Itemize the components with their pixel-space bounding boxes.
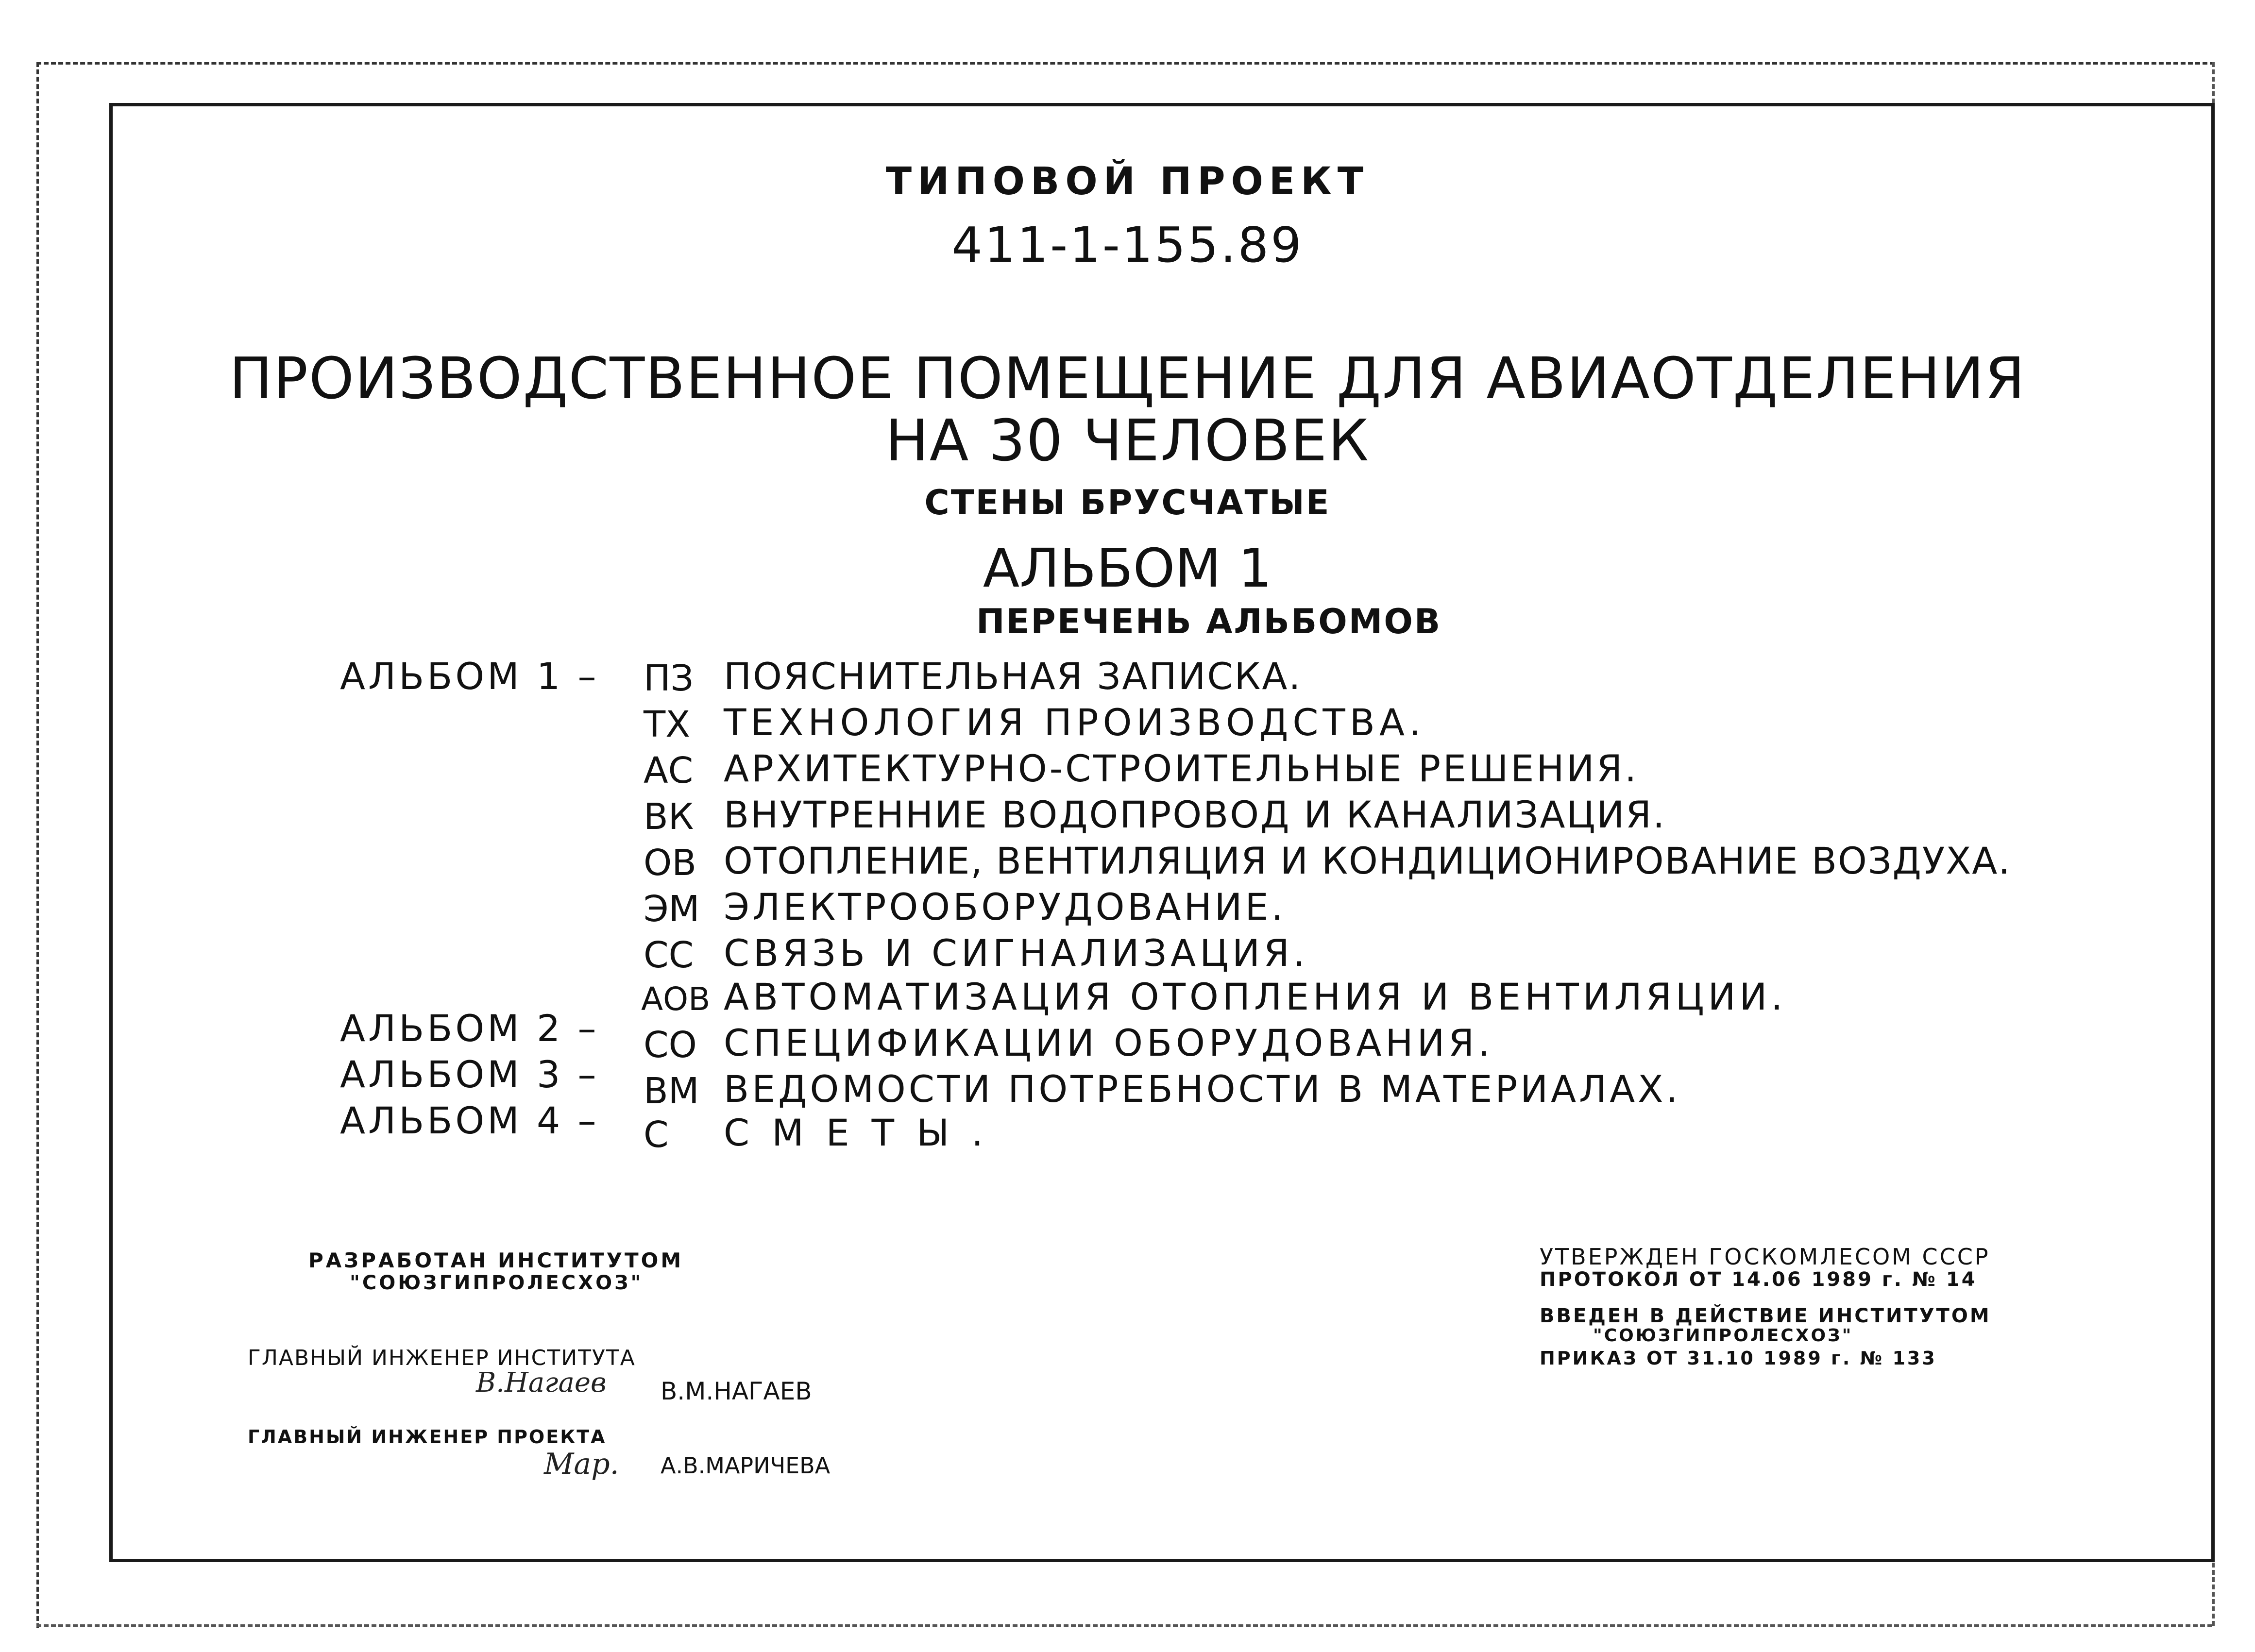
album-section: СПЕЦИФИКАЦИИ ОБОРУДОВАНИЯ. (724, 1021, 1494, 1064)
albums-list-heading: ПЕРЕЧЕНЬ АЛЬБОМОВ (976, 602, 1442, 641)
album-code: АС (644, 750, 694, 792)
approval-line-2: ПРОТОКОЛ ОТ 14.06 1989 г. № 14 (1540, 1268, 1977, 1291)
album-code: ВК (644, 796, 694, 838)
album-section: ТЕХНОЛОГИЯ ПРОИЗВОДСТВА. (724, 701, 1425, 744)
album-section: ПОЯСНИТЕЛЬНАЯ ЗАПИСКА. (724, 655, 1302, 698)
album-label: АЛЬБОМ 1 – (340, 655, 599, 698)
album-label: АЛЬБОМ 2 – (340, 1007, 599, 1050)
chief-institute-label: ГЛАВНЫЙ ИНЖЕНЕР ИНСТИТУТА (248, 1346, 636, 1370)
album-code: С (644, 1114, 669, 1156)
subtitle: СТЕНЫ БРУСЧАТЫЕ (924, 483, 1331, 523)
album-section: СВЯЗЬ И СИГНАЛИЗАЦИЯ. (724, 931, 1309, 975)
album-code: ЭМ (644, 888, 700, 930)
chief-project-name: А.В.МАРИЧЕВА (661, 1452, 831, 1479)
album-section: ОТОПЛЕНИЕ, ВЕНТИЛЯЦИЯ И КОНДИЦИОНИРОВАНИЕ ВОЗДУХА. (724, 839, 2011, 882)
title-line-2: НА 30 ЧЕЛОВЕК (885, 407, 1370, 474)
album-section: ВНУТРЕННИЕ ВОДОПРОВОД И КАНАЛИЗАЦИЯ. (724, 793, 1666, 836)
album-code: СС (644, 934, 694, 976)
album-code: АОВ (641, 980, 711, 1018)
album-code: ТХ (644, 704, 690, 745)
album-code: ВМ (644, 1070, 699, 1112)
album-label: АЛЬБОМ 3 – (340, 1053, 599, 1096)
album-code: ОВ (644, 842, 697, 884)
album-code: СО (644, 1024, 697, 1066)
outer-dashed-frame-bottom (36, 1624, 2212, 1627)
developer-line-2: "СОЮЗГИПРОЛЕСХОЗ" (350, 1272, 644, 1294)
chief-project-signature: Мар. (544, 1447, 619, 1481)
chief-institute-name: В.М.НАГАЕВ (661, 1377, 812, 1405)
album-label: АЛЬБОМ 4 – (340, 1099, 599, 1142)
title-line-1: ПРОИЗВОДСТВЕННОЕ ПОМЕЩЕНИЕ ДЛЯ АВИАОТДЕЛЕНИЯ (229, 345, 2026, 412)
project-number: 411-1-155.89 (951, 217, 1304, 273)
album-title: АЛЬБОМ 1 (983, 537, 1272, 599)
chief-project-label: ГЛАВНЫЙ ИНЖЕНЕР ПРОЕКТА (248, 1426, 607, 1448)
album-section: ЭЛЕКТРООБОРУДОВАНИЕ. (724, 885, 1286, 928)
album-section: ВЕДОМОСТИ ПОТРЕБНОСТИ В МАТЕРИАЛАХ. (724, 1067, 1681, 1111)
approval-line-3: ВВЕДЕН В ДЕЙСТВИЕ ИНСТИТУТОМ (1540, 1305, 1991, 1327)
album-section: АВТОМАТИЗАЦИЯ ОТОПЛЕНИЯ И ВЕНТИЛЯЦИИ. (724, 975, 1787, 1018)
developer-line-1: РАЗРАБОТАН ИНСТИТУТОМ (308, 1248, 684, 1272)
approval-line-5: ПРИКАЗ ОТ 31.10 1989 г. № 133 (1540, 1348, 1937, 1369)
approval-line-4: "СОЮЗГИПРОЛЕСХОЗ" (1593, 1326, 1853, 1346)
album-section: АРХИТЕКТУРНО-СТРОИТЕЛЬНЫЕ РЕШЕНИЯ. (724, 747, 1639, 790)
approval-line-1: УТВЕРЖДЕН ГОСКОМЛЕСОМ СССР (1540, 1244, 1990, 1270)
project-type-label: ТИПОВОЙ ПРОЕКТ (885, 160, 1370, 203)
album-code: ПЗ (644, 657, 694, 699)
chief-institute-signature: В.Нагаев (476, 1367, 607, 1399)
album-section: СМЕТЫ. (724, 1111, 1006, 1154)
